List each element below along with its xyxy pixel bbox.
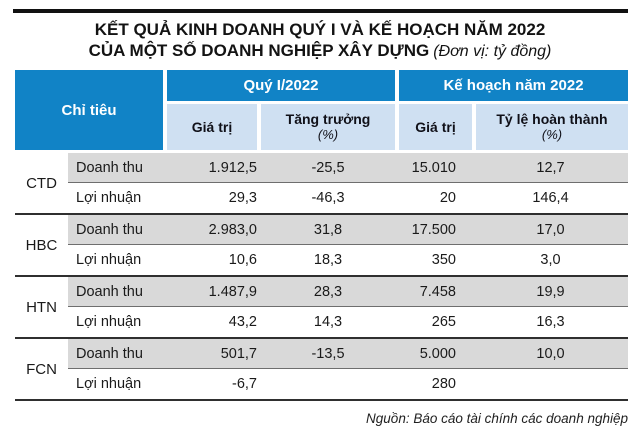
header-q1-value <box>167 104 257 150</box>
q1-value: 1.487,9 <box>208 283 257 300</box>
growth-value: 18,3 <box>313 252 343 268</box>
q1-value: 501,7 <box>220 345 257 362</box>
company-code: HTN <box>26 298 57 316</box>
plan-value: 17.500 <box>411 221 456 238</box>
table-body <box>15 153 628 401</box>
header-plan-value <box>399 104 472 150</box>
unit-note: (Đơn vị: tỷ đồng) <box>433 43 552 60</box>
table-row-ctd-profit <box>68 183 628 213</box>
plan-value: 5.000 <box>419 345 456 362</box>
completion-value: 146,4 <box>532 190 569 206</box>
title-line-1: KẾT QUẢ KINH DOANH QUÝ I VÀ KẾ HOẠCH NĂM 2022 <box>94 20 546 39</box>
completion-value: 16,3 <box>536 314 565 330</box>
q1-value: -6,7 <box>232 376 257 392</box>
header-plan-value-label: Giá trị <box>415 119 456 135</box>
metric-label: Doanh thu <box>76 345 143 362</box>
q1-value: 29,3 <box>228 190 257 206</box>
company-group-ctd <box>15 153 628 215</box>
company-group-fcn <box>15 339 628 401</box>
header-growth-label: Tăng trưởng <box>285 111 371 127</box>
growth-value: 28,3 <box>313 283 343 300</box>
company-code: CTD <box>26 174 57 192</box>
header-growth <box>261 104 395 150</box>
plan-value: 350 <box>431 252 456 268</box>
plan-value: 15.010 <box>411 159 456 176</box>
growth-value: 14,3 <box>313 314 343 330</box>
company-code: FCN <box>26 360 57 378</box>
page-title <box>0 19 640 62</box>
header-completion-unit: (%) <box>541 127 563 142</box>
plan-value: 280 <box>431 376 456 392</box>
metric-label: Lợi nhuận <box>76 252 142 268</box>
top-rule <box>13 9 628 13</box>
table-row-fcn-revenue <box>68 339 628 369</box>
completion-value: 17,0 <box>536 221 565 238</box>
growth-value: 31,8 <box>313 221 343 238</box>
table-row-ctd-revenue <box>68 153 628 183</box>
header-criteria: Chỉ tiêu <box>15 70 163 150</box>
header-growth-unit: (%) <box>317 127 339 142</box>
header-completion-label: Tỷ lệ hoàn thành <box>496 111 608 127</box>
table-row-htn-profit <box>68 307 628 337</box>
plan-value: 20 <box>439 190 456 206</box>
title-line-2-bold: CỦA MỘT SỐ DOANH NGHIỆP XÂY DỰNG <box>88 41 430 60</box>
completion-value: 12,7 <box>536 159 565 176</box>
q1-value: 2.983,0 <box>208 221 257 238</box>
q1-value: 1.912,5 <box>208 159 257 176</box>
metric-label: Lợi nhuận <box>76 376 142 392</box>
completion-value: 3,0 <box>540 252 561 268</box>
table-row-hbc-profit <box>68 245 628 275</box>
completion-value: 10,0 <box>536 345 565 362</box>
growth-value: -46,3 <box>311 190 345 206</box>
header-group-q1-2022: Quý I/2022 <box>167 70 395 101</box>
metric-label: Doanh thu <box>76 283 143 300</box>
metric-label: Doanh thu <box>76 159 143 176</box>
source-note: Nguồn: Báo cáo tài chính các doanh nghiệp <box>366 411 628 426</box>
company-group-hbc <box>15 215 628 277</box>
metric-label: Lợi nhuận <box>76 190 142 206</box>
completion-value: 19,9 <box>536 283 565 300</box>
header-q1-value-label: Giá trị <box>191 119 233 135</box>
q1-value: 43,2 <box>228 314 257 330</box>
plan-value: 265 <box>431 314 456 330</box>
company-group-htn <box>15 277 628 339</box>
company-code: HBC <box>25 236 58 254</box>
growth-value: -25,5 <box>311 159 345 176</box>
table-row-htn-revenue <box>68 277 628 307</box>
table-header <box>15 70 628 150</box>
title-line-2 <box>0 40 640 62</box>
q1-value: 10,6 <box>228 252 257 268</box>
metric-label: Lợi nhuận <box>76 314 142 330</box>
growth-value: -13,5 <box>311 345 345 362</box>
table-row-hbc-revenue <box>68 215 628 245</box>
table-row-fcn-profit <box>68 369 628 399</box>
header-completion <box>476 104 628 150</box>
metric-label: Doanh thu <box>76 221 143 238</box>
header-group-plan-2022: Kế hoạch năm 2022 <box>399 70 628 101</box>
plan-value: 7.458 <box>419 283 456 300</box>
